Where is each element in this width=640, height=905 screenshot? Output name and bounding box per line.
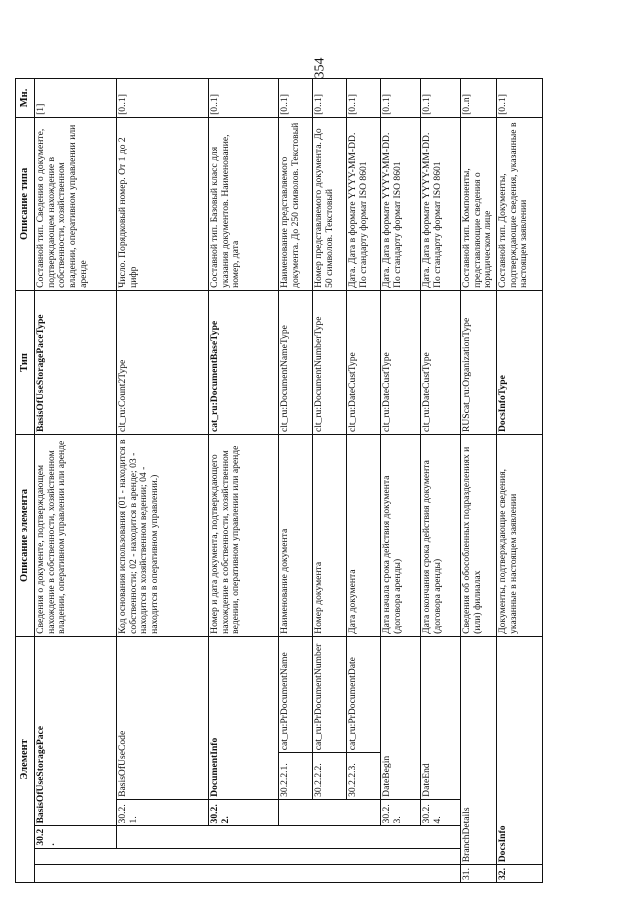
table-row [313, 79, 347, 883]
element-name: DateEnd [421, 636, 461, 799]
type-description: Дата. Дата в формате YYYY-MM-DD. По стандарту формат ISO 8601 [381, 117, 421, 290]
table-header-row [16, 79, 35, 883]
element-name: DocsInfo [497, 636, 543, 864]
element-description: Сведения об обособленных подразделениях и (или) филиалах [461, 435, 497, 637]
element-name: BasisOfUseStoragePace [35, 636, 117, 826]
type-name: clt_ru:DateCustType [421, 290, 461, 434]
element-description: Документы, подтверждающие сведения, указанные в настоящем заявлении [497, 435, 543, 637]
indent-cell [35, 865, 461, 883]
element-description: Дата документа [347, 435, 381, 637]
row-number: 30.2.4. [421, 799, 461, 826]
multiplicity: [0..1] [313, 79, 347, 118]
table-row [461, 79, 497, 883]
multiplicity: [0..1] [117, 79, 209, 118]
header-multiplicity: Мн. [16, 79, 35, 118]
element-description: Дата начала срока действия документа (договора аренды) [381, 435, 421, 637]
element-description: Номер документа [313, 435, 347, 637]
element-name: BasisOfUseCode [117, 636, 209, 799]
table-row [209, 79, 279, 883]
rotated-table-wrapper [15, 78, 605, 883]
multiplicity: [0..1] [421, 79, 461, 118]
schema-table [15, 78, 543, 883]
page-number: 354 [312, 57, 327, 79]
table-row [117, 79, 209, 883]
element-description: Код основания использования (01 - находится в собственности; 02 - находится в аренде; 03 - находится в хозяйственном ведении; 04 - находится в оперативном управлении.) [117, 435, 209, 637]
header-element-description: Описание элемента [16, 435, 35, 637]
row-number: 30.2.2. [209, 799, 279, 826]
type-name: clt_ru:DocumentNumberType [313, 290, 347, 434]
multiplicity: [0..1] [381, 79, 421, 118]
element-name: cat_ru:PrDocumentName [279, 636, 313, 752]
multiplicity: [0..1] [347, 79, 381, 118]
type-description: Дата. Дата в формате YYYY-MM-DD. По стандарту формат ISO 8601 [421, 117, 461, 290]
element-name: cat_ru:PrDocumentDate [347, 636, 381, 752]
element-description: Сведения о документе, подтверждающем нахождение в собственности, хозяйственном владении, оперативном управлении или аренде [35, 435, 117, 637]
row-number: 30.2. [35, 826, 117, 848]
table-row [347, 79, 381, 883]
type-name: RUScat_ru:OrganizationType [461, 290, 497, 434]
element-name: cat_ru:PrDocumentNumber [313, 636, 347, 752]
type-name: cat_ru:DocumentBaseType [209, 290, 279, 434]
type-description: Число. Порядковый номер. От 1 до 2 цифр [117, 117, 209, 290]
type-description: Номер представляемого документа. До 50 символов. Текстовый [313, 117, 347, 290]
table-row [497, 79, 543, 883]
type-description: Составной тип. Документы, подтверждающие сведения, указанные в настоящем заявлении [497, 117, 543, 290]
type-name: clt_ru:DateCustType [347, 290, 381, 434]
header-type: Тип [16, 290, 35, 434]
type-description: Дата. Дата в формате YYYY-MM-DD. По стандарту формат ISO 8601 [347, 117, 381, 290]
element-description: Наименование документа [279, 435, 313, 637]
type-name: clt_ru:DateCustType [381, 290, 421, 434]
row-number: 30.2.2.1. [279, 753, 313, 800]
table-row [421, 79, 461, 883]
type-name: clt_ru:DocumentNameType [279, 290, 313, 434]
element-name: BranchDetails [461, 636, 497, 864]
multiplicity: [1] [35, 79, 117, 118]
indent-cell [117, 826, 461, 848]
element-name: DocumentInfo [209, 636, 279, 799]
header-element: Элемент [16, 636, 35, 882]
type-description: Наименование представляемого документа. До 250 символов. Текстовый [279, 117, 313, 290]
element-description: Дата окончания срока действия документа (договора аренды) [421, 435, 461, 637]
type-name: DocsInfoType [497, 290, 543, 434]
multiplicity: [0..1] [279, 79, 313, 118]
row-number: 30.2.1. [117, 799, 209, 826]
multiplicity: [0..1] [497, 79, 543, 118]
row-number: 30.2.2.2. [313, 753, 347, 800]
type-description: Составной тип. Сведения о документе, подтверждающем нахождение в собственности, хозяйственном владении, оперативном управлении или аренде [35, 117, 117, 290]
multiplicity: [0..1] [209, 79, 279, 118]
type-description: Составной тип. Базовый класс для указания документов. Наименование, номер, дата [209, 117, 279, 290]
table-row [381, 79, 421, 883]
table-row [35, 79, 117, 883]
element-name: DateBegin [381, 636, 421, 799]
row-number: 32. [497, 865, 543, 883]
header-type-description: Описание типа [16, 117, 35, 290]
indent-cell [35, 848, 461, 865]
element-description: Номер и дата документа, подтверждающего нахождение в собственности, хозяйственном ведении, оперативном управлении или аренде [209, 435, 279, 637]
row-number: 30.2.3. [381, 799, 421, 826]
row-number: 30.2.2.3. [347, 753, 381, 800]
row-number: 31. [461, 865, 497, 883]
type-name: BasisOfUseStoragePaceType [35, 290, 117, 434]
type-description: Составной тип. Компоненты, представляющие сведения о юридическом лице [461, 117, 497, 290]
type-name: clt_ru:Count2Type [117, 290, 209, 434]
table-row [279, 79, 313, 883]
multiplicity: [0..n] [461, 79, 497, 118]
indent-cell [279, 799, 381, 826]
